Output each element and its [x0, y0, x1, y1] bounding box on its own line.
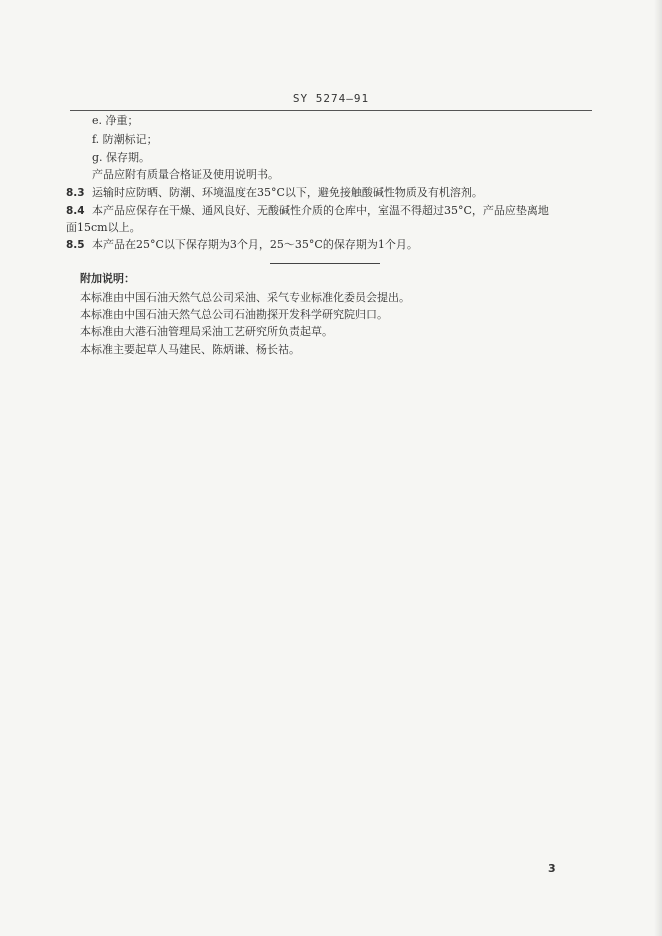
clause-text: 本产品应保存在干燥、通风良好、无酸碱性介质的仓库中，室温不得超过35°C，产品应垫离地: [92, 204, 549, 217]
clause-number: 8.3: [66, 187, 85, 199]
standard-code-header: SY 5274—91: [292, 92, 370, 105]
clause-text: 运输时应防晒、防潮、环境温度在35°C以下，避免接触酸碱性物质及有机溶剂。: [92, 186, 483, 199]
list-item-f: f. 防潮标记；: [92, 133, 158, 146]
clause-8-5: [66, 238, 418, 252]
appendix-line: 本标准由中国石油天然气总公司石油勘探开发科学研究院归口。: [80, 308, 388, 321]
clause-8-4-continuation: 面15cm以上。: [66, 221, 141, 234]
clause-number: 8.5: [66, 239, 85, 251]
page-number: 3: [548, 862, 556, 875]
certificate-note: 产品应附有质量合格证及使用说明书。: [92, 168, 279, 181]
clause-number: 8.4: [66, 205, 85, 217]
section-divider: [270, 263, 380, 264]
clause-8-3: [66, 186, 483, 200]
appendix-line: 本标准由大港石油管理局采油工艺研究所负责起草。: [80, 325, 333, 338]
header-rule: [70, 110, 592, 111]
list-item-g: g. 保存期。: [92, 151, 151, 164]
list-item-e: e. 净重；: [92, 114, 139, 127]
appendix-line: 本标准由中国石油天然气总公司采油、采气专业标准化委员会提出。: [80, 291, 410, 304]
clause-text: 本产品在25°C以下保存期为3个月，25～35°C的保存期为1个月。: [92, 238, 418, 251]
appendix-title: 附加说明：: [80, 272, 135, 285]
appendix-line: 本标准主要起草人马建民、陈炳谦、杨长祜。: [80, 343, 300, 356]
clause-8-4: [66, 204, 549, 218]
scan-edge-shadow: [654, 0, 662, 936]
